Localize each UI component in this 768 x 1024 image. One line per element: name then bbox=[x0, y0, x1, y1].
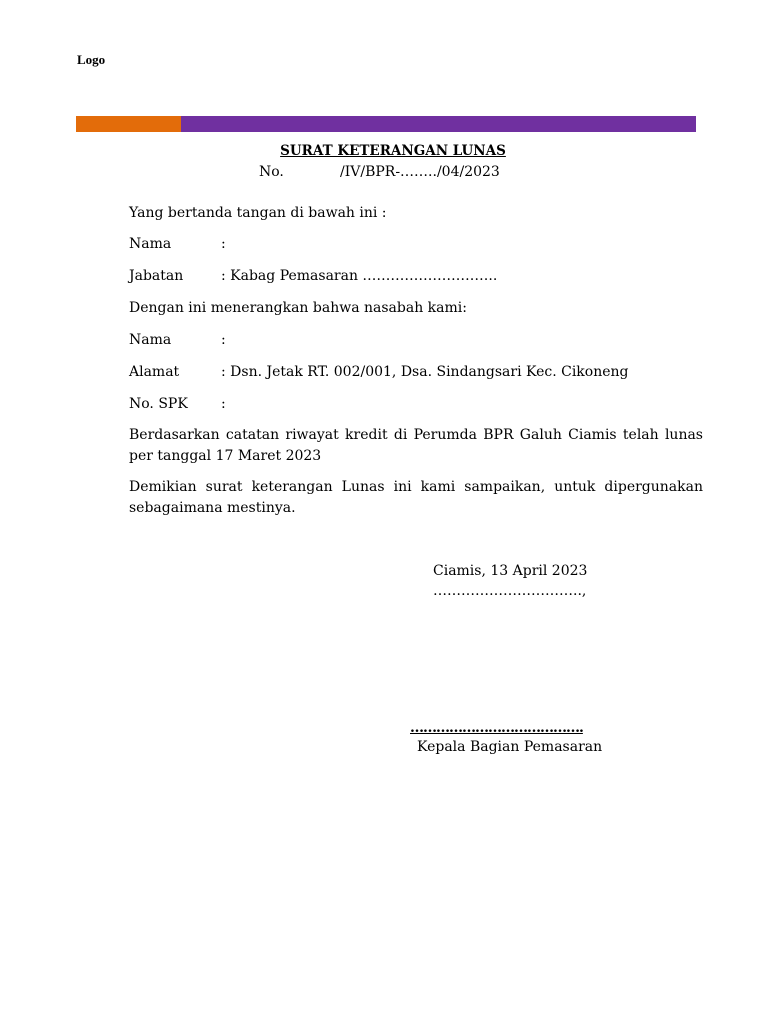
number-value: /IV/BPR-……../04/2023 bbox=[340, 164, 500, 180]
intro-text: Yang bertanda tangan di bawah ini : bbox=[129, 205, 387, 221]
signature-title: Kepala Bagian Pemasaran bbox=[417, 739, 603, 755]
signature-line: …………………………………. bbox=[410, 720, 583, 736]
statement-text: Dengan ini menerangkan bahwa nasabah kami: bbox=[129, 300, 467, 316]
signer-position-label: Jabatan bbox=[129, 268, 184, 284]
customer-name-value: : bbox=[221, 332, 226, 348]
customer-name-label: Nama bbox=[129, 332, 172, 348]
document-title: SURAT KETERANGAN LUNAS bbox=[280, 143, 506, 159]
signer-name-label: Nama bbox=[129, 236, 172, 252]
signer-position-value: : Kabag Pemasaran ……………………….. bbox=[221, 268, 498, 284]
signer-name-value: : bbox=[221, 236, 226, 252]
customer-address-value: : Dsn. Jetak RT. 002/001, Dsa. Sindangsari Kec. Cikoneng bbox=[221, 364, 629, 380]
paragraph-closing: Demikian surat keterangan Lunas ini kami sampaikan, untuk dipergunakan sebagaimana mestinya. bbox=[129, 479, 703, 516]
greeting-blank: ………………………….., bbox=[433, 583, 587, 599]
paragraph-credit-history: Berdasarkan catatan riwayat kredit di Perumda BPR Galuh Ciamis telah lunas per tanggal 17 Maret 2023 bbox=[129, 427, 703, 464]
customer-spk-label: No. SPK bbox=[129, 396, 188, 412]
logo-placeholder: Logo bbox=[77, 52, 106, 67]
header-bar-orange bbox=[76, 116, 181, 132]
customer-spk-value: : bbox=[221, 396, 226, 412]
customer-address-label: Alamat bbox=[129, 364, 180, 380]
number-label: No. bbox=[259, 164, 284, 180]
place-date: Ciamis, 13 April 2023 bbox=[433, 563, 588, 579]
header-bar-purple bbox=[181, 116, 696, 132]
